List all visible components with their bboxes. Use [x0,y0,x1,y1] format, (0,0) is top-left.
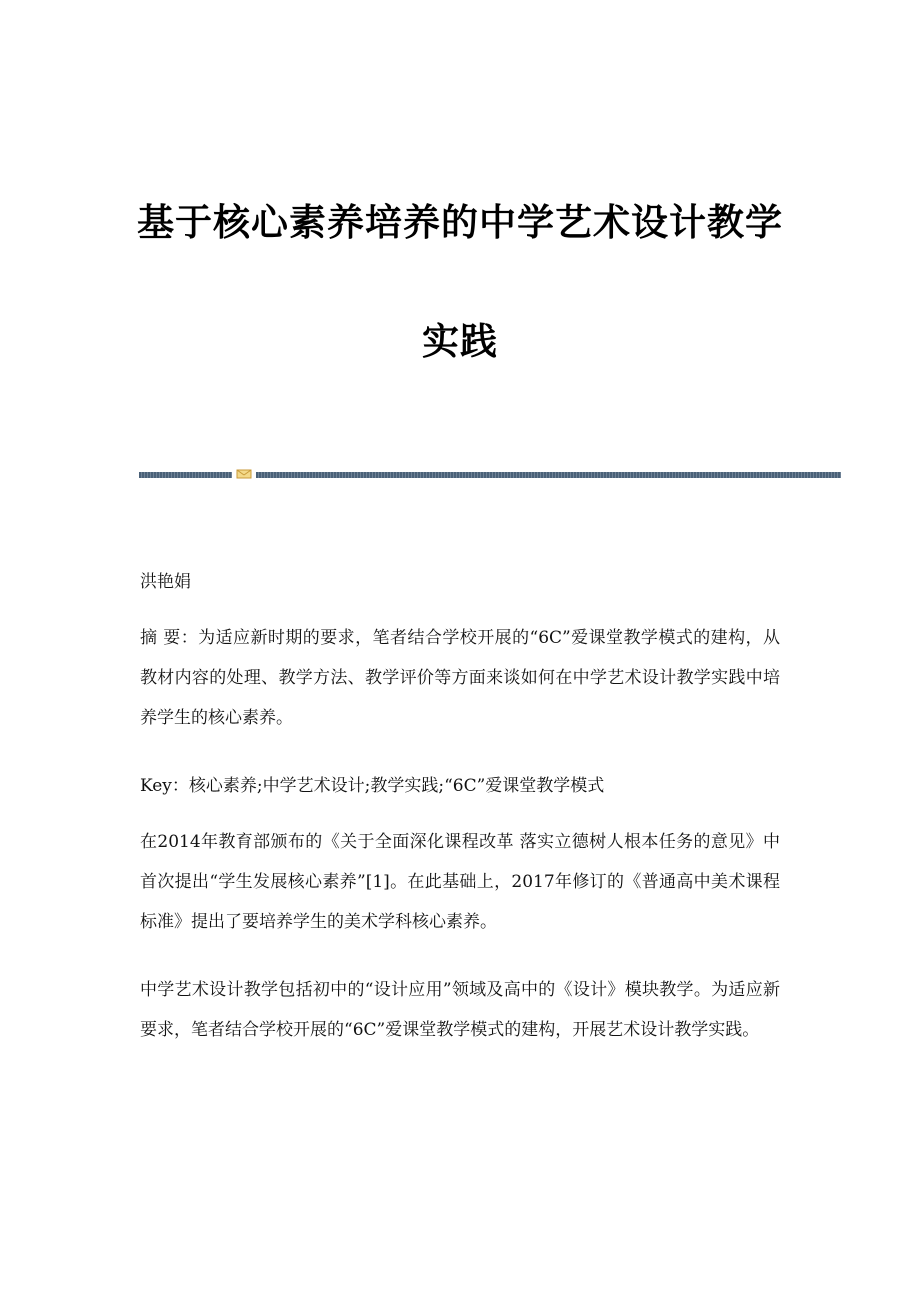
document-title-line1: 基于核心素养培养的中学艺术设计教学 [137,200,783,244]
keywords-line: Key：核心素养;中学艺术设计;教学实践;“6C”爱课堂教学模式 [140,776,605,796]
document-title-line2: 实践 [422,319,498,363]
author-name: 洪艳娟 [140,572,191,592]
abstract-paragraph: 摘 要：为适应新时期的要求，笔者结合学校开展的“6C”爱课堂教学模式的建构，从教材内容的处理、教学方法、教学评价等方面来谈如何在中学艺术设计教学实践中培养学生的核心素养。 [140,628,780,728]
divider-bar-right [256,472,841,478]
title-divider [139,468,841,480]
body-paragraph: 在2014年教育部颁布的《关于全面深化课程改革 落实立德树人根本任务的意见》中首次提出“学生发展核心素养”[1]。在此基础上，2017年修订的《普通高中美术课程标准》提出了要培养学生的美术学科核心素养。 [140,832,780,932]
body-paragraph: 中学艺术设计教学包括初中的“设计应用”领域及高中的《设计》模块教学。为适应新要求，笔者结合学校开展的“6C”爱课堂教学模式的建构，开展艺术设计教学实践。 [140,980,780,1040]
divider-bar-left [139,472,232,478]
divider-ornament-icon [236,468,252,480]
